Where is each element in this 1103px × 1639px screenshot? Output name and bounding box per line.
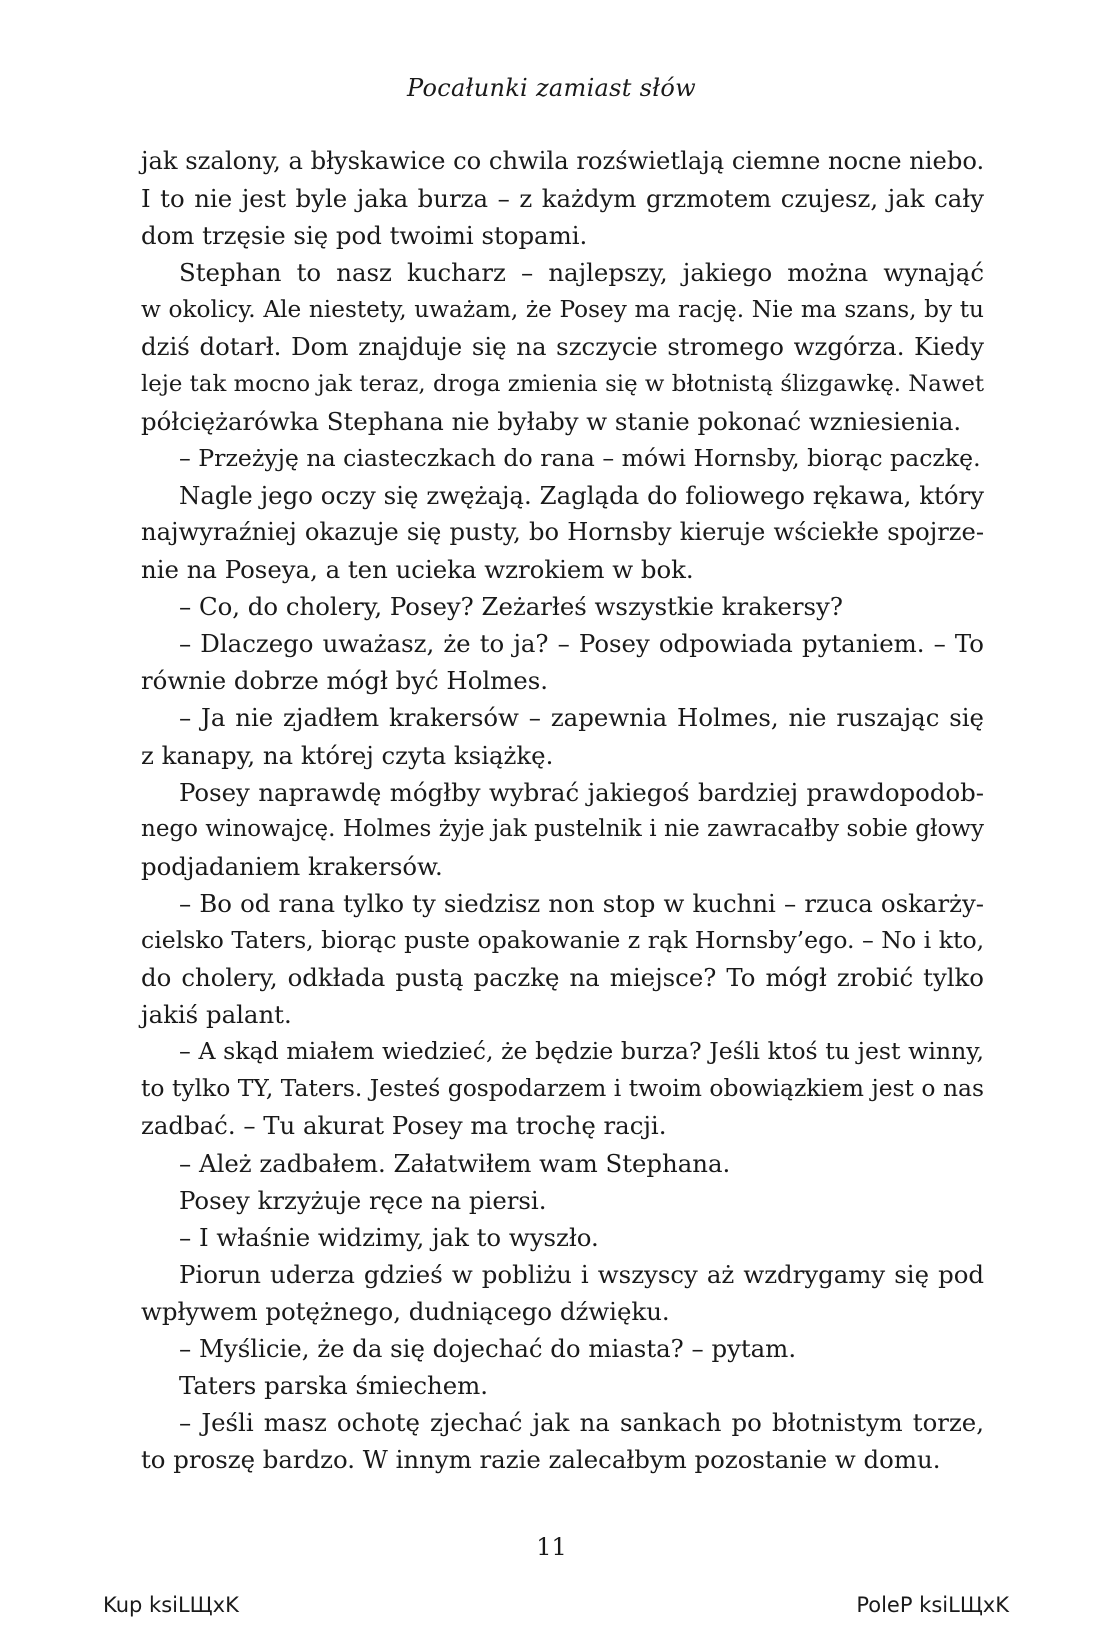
page-number: 11 xyxy=(536,1533,567,1561)
text-line: – Co, do cholery, Posey? Zeżarłeś wszystkie krakersy? xyxy=(179,592,843,622)
text-line: leje tak mocno jak teraz, droga zmienia się w błotnistą ślizgawkę. Nawet xyxy=(141,370,984,397)
text-line: nego winowajcę. Holmes żyje jak pustelnik i nie zawracałby sobie głowy xyxy=(141,815,984,842)
text-line: to proszę bardzo. W innym razie zalecałbym pozostanie w domu. xyxy=(141,1445,941,1475)
text-line: Taters parska śmiechem. xyxy=(179,1371,489,1401)
text-line: z kanapy, na której czyta książkę. xyxy=(141,740,554,770)
text-line: Stephan to nasz kucharz – najlepszy, jakiego można wynająć xyxy=(179,258,984,288)
text-line: zadbać. – Tu akurat Posey ma trochę racji. xyxy=(141,1111,667,1141)
text-line: – A skąd miałem wiedzieć, że będzie burza? Jeśli ktoś tu jest winny, xyxy=(179,1037,984,1066)
text-line: dziś dotarł. Dom znajduje się na szczycie stromego wzgórza. Kiedy xyxy=(141,332,984,362)
text-line: wpływem potężnego, dudniącego dźwięku. xyxy=(141,1296,670,1326)
text-line: Piorun uderza gdzieś w pobliżu i wszyscy aż wzdrygamy się pod xyxy=(179,1259,984,1289)
text-line: równie dobrze mógł być Holmes. xyxy=(141,666,549,696)
body-text xyxy=(141,143,984,1478)
text-line: cielsko Taters, biorąc puste opakowanie z rąk Hornsby’ego. – No i kto, xyxy=(141,925,985,954)
text-line: – I właśnie widzimy, jak to wyszło. xyxy=(179,1222,599,1252)
footer-buy-book-link[interactable]: Kup ksiLЩxK xyxy=(103,1593,239,1617)
text-line: jakiś palant. xyxy=(141,1000,292,1030)
text-line: – Przeżyję na ciasteczkach do rana – mówi Hornsby, biorąc paczkę. xyxy=(179,443,981,472)
text-line: do cholery, odkłada pustą paczkę na miejsce? To mógł zrobić tylko xyxy=(141,963,984,993)
text-line: Nagle jego oczy się zwężają. Zagląda do foliowego rękawa, który xyxy=(179,480,984,510)
text-line: Posey naprawdę mógłby wybrać jakiegoś bardziej prawdopodob- xyxy=(179,777,984,807)
text-line: jak szalony, a błyskawice co chwila rozświetlają ciemne nocne niebo. xyxy=(141,147,985,175)
text-line: w okolicy. Ale niestety, uważam, że Posey ma rację. Nie ma szans, by tu xyxy=(141,296,984,324)
text-line: – Dlaczego uważasz, że to ja? – Posey odpowiada pytaniem. – To xyxy=(179,629,984,659)
text-line: Posey krzyżuje ręce na piersi. xyxy=(179,1185,547,1215)
text-line: – Ja nie zjadłem krakersów – zapewnia Holmes, nie ruszając się xyxy=(179,703,984,733)
text-line: – Myślicie, że da się dojechać do miasta? – pytam. xyxy=(179,1334,797,1363)
text-line: półciężarówka Stephana nie byłaby w stanie pokonać wzniesienia. xyxy=(141,406,962,436)
text-line: najwyraźniej okazuje się pusty, bo Hornsby kieruje wściekłe spojrze- xyxy=(141,517,984,546)
text-line: – Jeśli masz ochotę zjechać jak na sankach po błotnistym torze, xyxy=(179,1408,984,1438)
text-line: to tylko TY, Taters. Jesteś gospodarzem i twoim obowiązkiem jest o nas xyxy=(141,1074,984,1103)
text-line: – Ależ zadbałem. Załatwiłem wam Stephana. xyxy=(179,1148,731,1178)
text-line: dom trzęsie się pod twoimi stopami. xyxy=(141,221,588,251)
text-line: I to nie jest byle jaka burza – z każdym grzmotem czujesz, jak cały xyxy=(141,184,984,214)
footer-recommend-book-link[interactable]: PoleP ksiLЩxK xyxy=(856,1593,1009,1617)
text-line: nie na Poseya, a ten ucieka wzrokiem w bok. xyxy=(141,555,694,585)
text-line: – Bo od rana tylko ty siedzisz non stop w kuchni – rzuca oskarży- xyxy=(179,888,984,918)
running-head: Pocałunki zamiast słów xyxy=(407,74,696,102)
text-line: podjadaniem krakersów. xyxy=(141,851,443,881)
